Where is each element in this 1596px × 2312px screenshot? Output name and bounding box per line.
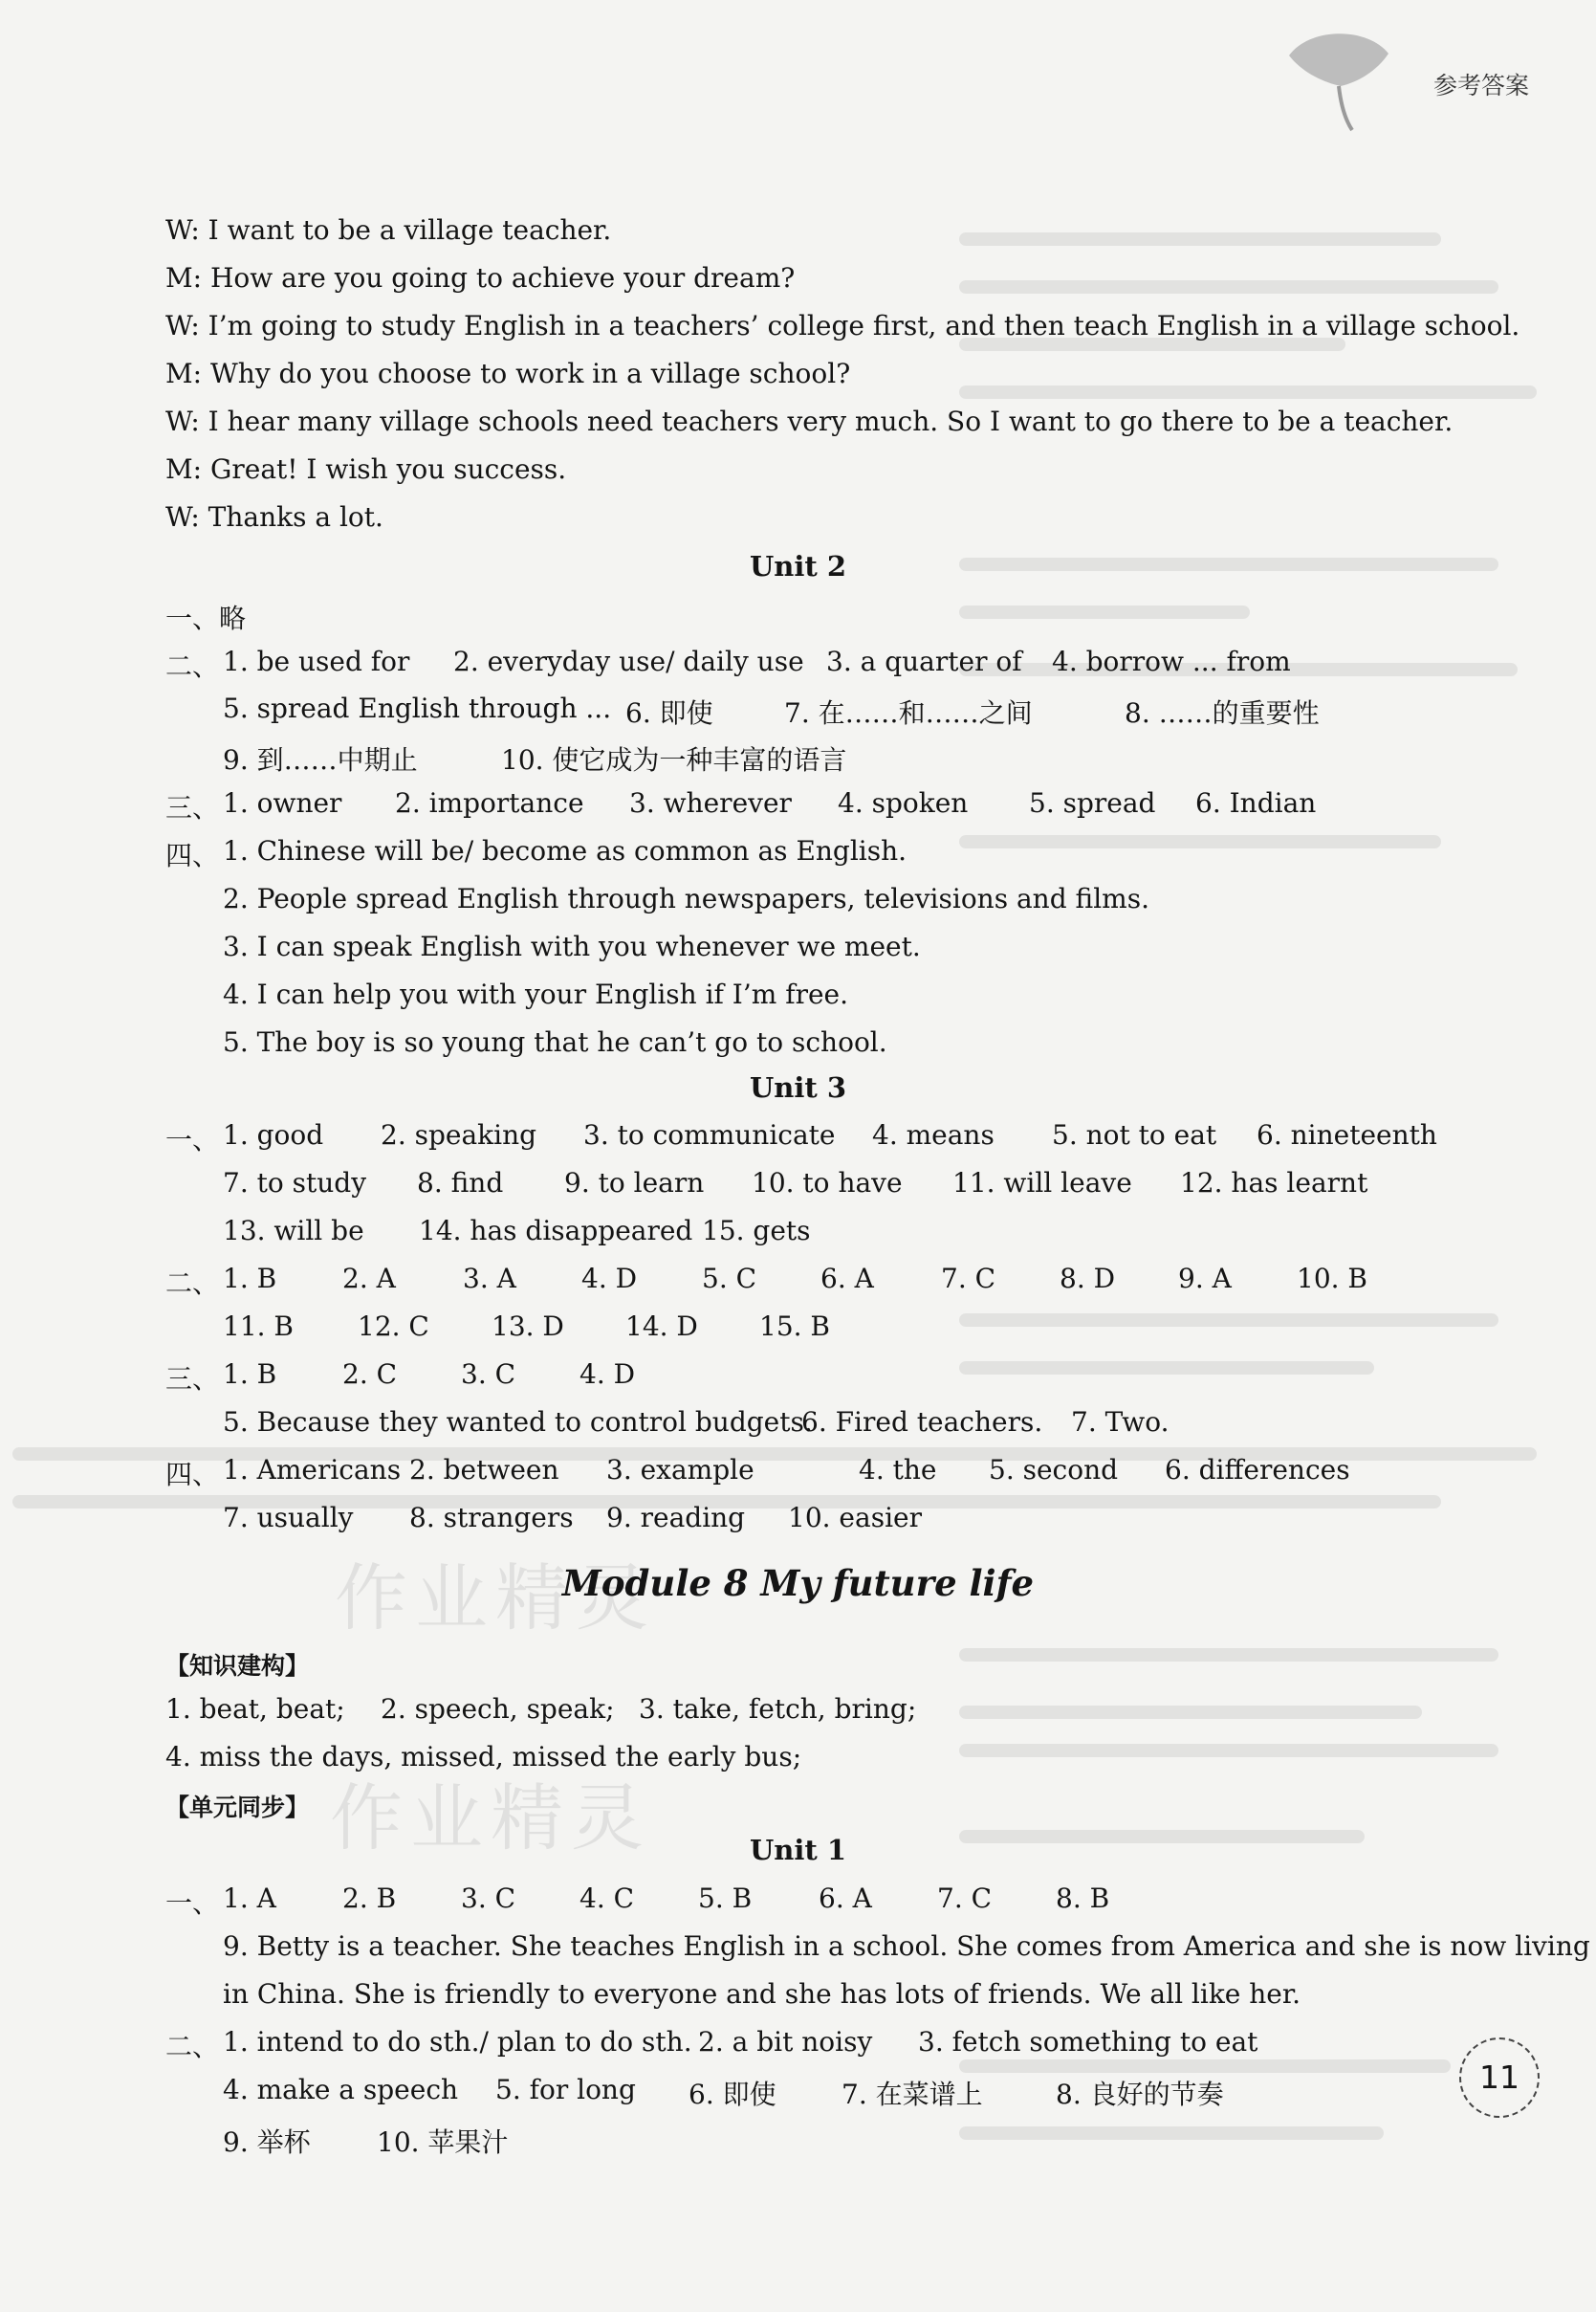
answer-item: 3. a quarter of: [826, 646, 1022, 677]
answer-item: 2. People spread English through newspapers, televisions and films.: [223, 883, 1149, 914]
answer-item: 4. means: [872, 1119, 995, 1151]
answer-item: 2. B: [342, 1883, 397, 1914]
answer-item: 10. B: [1297, 1263, 1368, 1294]
answer-item: 9. to learn: [564, 1167, 705, 1199]
answer-item: 7. C: [941, 1263, 996, 1294]
answer-item: 7. to study: [223, 1167, 367, 1199]
dialogue-line: W: I hear many village schools need teachers very much. So I want to go there to be a teacher.: [165, 406, 1454, 437]
answer-item: 3. C: [461, 1358, 516, 1390]
answer-item: 1. beat, beat;: [165, 1693, 345, 1725]
answer-item: 2. importance: [395, 787, 584, 819]
ginkgo-leaf-icon: [1281, 27, 1396, 132]
answer-item: 13. D: [492, 1310, 564, 1342]
answer-item: 5. second: [989, 1454, 1119, 1486]
answer-item: 5. spread English through ...: [223, 693, 612, 724]
answer-item: 8. strangers: [409, 1502, 574, 1533]
answer-item: 8. ……的重要性: [1125, 697, 1320, 729]
section-label: 二、: [165, 2031, 220, 2062]
answer-item: 2. speaking: [381, 1119, 537, 1151]
answer-item: 5. not to eat: [1052, 1119, 1217, 1151]
answer-item: 2. everyday use/ daily use: [453, 646, 804, 677]
section-label: 二、: [165, 1267, 220, 1299]
answer-item: 3. fetch something to eat: [918, 2026, 1258, 2058]
unit-3-heading: Unit 3: [749, 1071, 847, 1104]
answer-item: 4. make a speech: [223, 2074, 459, 2105]
module-8-title: Module 8 My future life: [561, 1562, 1035, 1604]
answer-item: 1. B: [223, 1263, 277, 1294]
answer-item: 4. D: [581, 1263, 638, 1294]
unit-1-heading: Unit 1: [749, 1834, 847, 1866]
section-label: 三、: [165, 792, 220, 824]
answer-item: 8. D: [1060, 1263, 1116, 1294]
answer-item: 1. Americans: [223, 1454, 402, 1486]
answer-item: 8. 良好的节奏: [1056, 2079, 1224, 2110]
answer-item: 9. A: [1178, 1263, 1232, 1294]
answer-item: 13. will be: [223, 1215, 364, 1246]
answer-item: 4. the: [859, 1454, 937, 1486]
section-sync-heading: 【单元同步】: [165, 1794, 310, 1821]
answer-item: 2. A: [342, 1263, 396, 1294]
watermark: 作业精灵: [335, 1555, 656, 1640]
answer-item: 8. B: [1056, 1883, 1110, 1914]
answer-item: 6. A: [819, 1883, 872, 1914]
answer-item: 7. usually: [223, 1502, 354, 1533]
answer-item: 1. owner: [223, 787, 342, 819]
answer-item: 3. to communicate: [583, 1119, 836, 1151]
section-label: 四、: [165, 1459, 220, 1490]
header-label: 参考答案: [1432, 72, 1529, 99]
answer-item: 2. between: [409, 1454, 559, 1486]
answer-item: 4. C: [579, 1883, 635, 1914]
answer-item: 3. take, fetch, bring;: [639, 1693, 917, 1725]
answer-item: 4. miss the days, missed, missed the early bus;: [165, 1741, 802, 1773]
answer-item: 1. intend to do sth./ plan to do sth.: [223, 2026, 692, 2058]
answer-item: 2. C: [342, 1358, 398, 1390]
answer-item: 9. 到……中期止: [223, 744, 418, 776]
answer-item: 3. I can speak English with you whenever we meet.: [223, 931, 921, 962]
answer-item: 2. speech, speak;: [381, 1693, 615, 1725]
answer-item: 5. The boy is so young that he can’t go to school.: [223, 1026, 887, 1058]
dialogue-line: W: I’m going to study English in a teachers’ college first, and then teach English in a village school.: [165, 310, 1520, 341]
watermark: 作业精灵: [330, 1775, 651, 1861]
answer-item: 11. B: [223, 1310, 295, 1342]
answer-paragraph: in China. She is friendly to everyone and she has lots of friends. We all like her.: [223, 1978, 1301, 2010]
answer-item: 5. for long: [495, 2074, 636, 2105]
answer-item: 4. I can help you with your English if I’m free.: [223, 979, 849, 1010]
unit-2-heading: Unit 2: [749, 550, 847, 583]
answer-item: 5. Because they wanted to control budgets.: [223, 1406, 813, 1438]
u2-section-1: 一、略: [165, 603, 247, 634]
answer-item: 4. spoken: [838, 787, 969, 819]
answer-item: 6. differences: [1165, 1454, 1350, 1486]
answer-item: 5. spread: [1029, 787, 1156, 819]
answer-item: 10. to have: [752, 1167, 903, 1199]
answer-item: 9. reading: [606, 1502, 746, 1533]
answer-item: 7. C: [937, 1883, 993, 1914]
dialogue-line: W: Thanks a lot.: [165, 501, 383, 533]
answer-item: 3. A: [463, 1263, 516, 1294]
section-label: 二、: [165, 650, 220, 682]
dialogue-line: W: I want to be a village teacher.: [165, 214, 612, 246]
answer-item: 12. has learnt: [1180, 1167, 1368, 1199]
answer-item: 1. Chinese will be/ become as common as English.: [223, 835, 907, 867]
page-number: 11: [1459, 2037, 1540, 2118]
answer-item: 15. B: [759, 1310, 831, 1342]
answer-item: 3. example: [606, 1454, 754, 1486]
answer-item: 3. wherever: [629, 787, 792, 819]
answer-item: 2. a bit noisy: [698, 2026, 873, 2058]
answer-item: 7. 在菜谱上: [842, 2079, 983, 2110]
answer-item: 14. D: [625, 1310, 698, 1342]
answer-item: 1. good: [223, 1119, 324, 1151]
section-label: 一、: [165, 1124, 220, 1156]
dialogue-line: M: How are you going to achieve your dream?: [165, 262, 796, 294]
answer-item: 8. find: [417, 1167, 504, 1199]
section-label: 四、: [165, 840, 220, 871]
answer-item: 10. easier: [788, 1502, 922, 1533]
answer-item: 4. D: [579, 1358, 636, 1390]
answer-item: 7. Two.: [1071, 1406, 1170, 1438]
answer-item: 6. Indian: [1195, 787, 1317, 819]
answer-item: 11. will leave: [952, 1167, 1132, 1199]
answer-item: 1. A: [223, 1883, 276, 1914]
answer-item: 4. borrow ... from: [1052, 646, 1291, 677]
answer-item: 5. B: [698, 1883, 753, 1914]
answer-item: 6. Fired teachers.: [801, 1406, 1043, 1438]
answer-item: 6. 即使: [689, 2079, 776, 2110]
answer-item: 6. A: [820, 1263, 874, 1294]
answer-item: 6. 即使: [625, 697, 713, 729]
answer-item: 10. 苹果汁: [377, 2126, 509, 2158]
section-label: 一、: [165, 1887, 220, 1919]
answer-item: 12. C: [358, 1310, 429, 1342]
answer-item: 7. 在……和……之间: [784, 697, 1033, 729]
answer-item: 9. 举杯: [223, 2126, 311, 2158]
answer-item: 5. C: [702, 1263, 757, 1294]
section-knowledge-heading: 【知识建构】: [165, 1652, 310, 1680]
section-label: 三、: [165, 1363, 220, 1395]
answer-item: 1. be used for: [223, 646, 410, 677]
answer-item: 3. C: [461, 1883, 516, 1914]
answer-item: 14. has disappeared: [419, 1215, 693, 1246]
dialogue-line: M: Great! I wish you success.: [165, 453, 567, 485]
answer-paragraph: 9. Betty is a teacher. She teaches English in a school. She comes from America and she is now living: [223, 1930, 1590, 1962]
dialogue-line: M: Why do you choose to work in a village school?: [165, 358, 851, 389]
answer-item: 6. nineteenth: [1257, 1119, 1437, 1151]
answer-item: 15. gets: [702, 1215, 811, 1246]
answer-item: 10. 使它成为一种丰富的语言: [501, 744, 847, 776]
answer-item: 1. B: [223, 1358, 277, 1390]
